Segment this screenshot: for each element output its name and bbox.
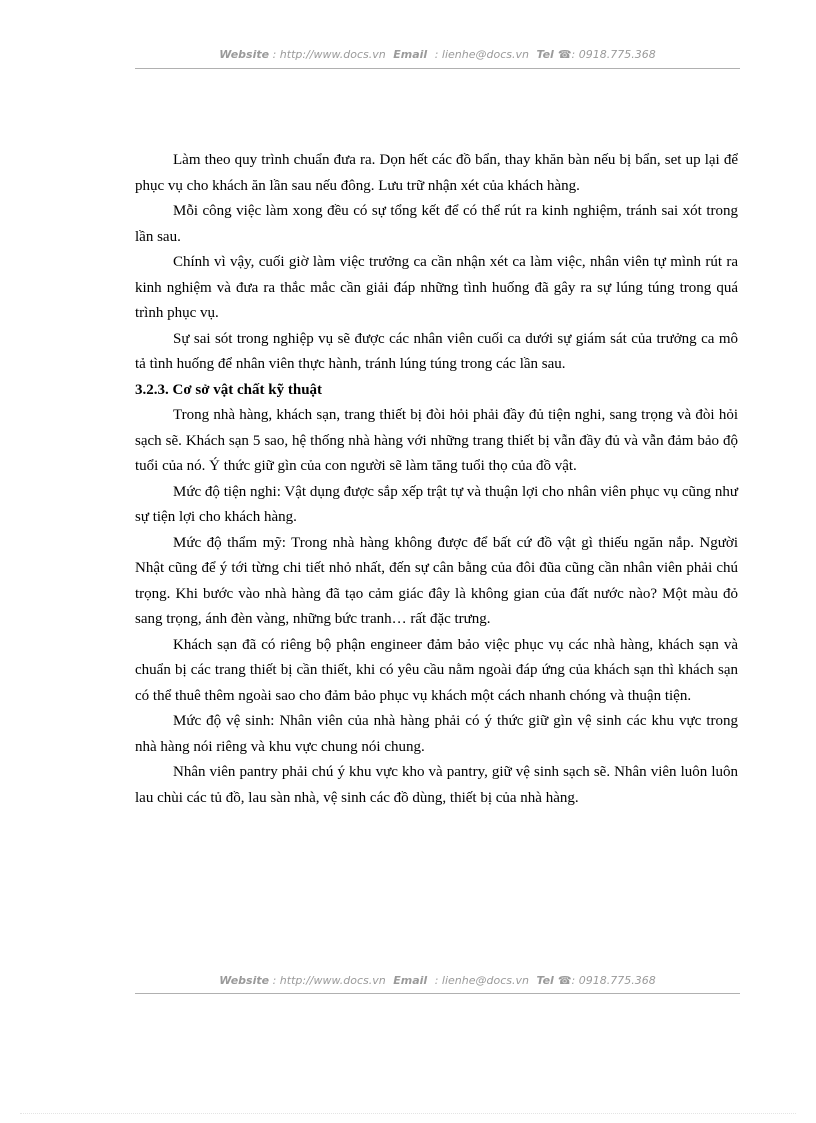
section-heading: 3.2.3. Cơ sở vật chất kỹ thuật bbox=[135, 381, 323, 398]
paragraph: Trong nhà hàng, khách sạn, trang thiết bị đòi hỏi phải đầy đủ tiện nghi, sang trọng và đòi hỏi sạch sẽ. Khách sạn 5 sao, hệ thống nhà hàng với những trang thiết bị vẫn đầy đủ và vẫn đảm bảo độ tuổi của nó. Ý thức giữ gìn của con người sẽ làm tăng tuổi thọ của đồ vật. bbox=[135, 407, 738, 474]
footer-divider bbox=[135, 993, 740, 994]
website-label: Website bbox=[219, 974, 270, 987]
phone-icon: ☎ bbox=[557, 974, 572, 987]
paragraph: Mức độ thẩm mỹ: Trong nhà hàng không được để bất cứ đồ vật gì thiếu ngăn nắp. Người Nhật cũng để ý tới từng chi tiết nhỏ nhất, đến sự cân bằng của đôi đũa cũng cần nhân viên phải chú trọng. Khi bước vào nhà hàng đã tạo cảm giác đây là không gian của đất nước nào? Một màu đỏ sang trọng, ánh đèn vàng, những bức tranh… rất đặc trưng. bbox=[135, 534, 738, 627]
paragraph: Sự sai sót trong nghiệp vụ sẽ được các nhân viên cuối ca dưới sự giám sát của trưởng ca mô tả tình huống để nhân viên thực hành, tránh lúng túng trong các lần sau. bbox=[135, 330, 738, 372]
paragraph: Chính vì vậy, cuối giờ làm việc trưởng ca cần nhận xét ca làm việc, nhân viên tự mình rút ra kinh nghiệm và đưa ra thắc mắc cần giải đáp những tình huống đã gây ra sự lúng túng trong quá trình phục vụ. bbox=[135, 254, 738, 321]
tel-label: Tel bbox=[536, 48, 554, 61]
page-footer bbox=[135, 974, 740, 987]
page-edge-divider bbox=[20, 1113, 796, 1114]
email-label: Email bbox=[393, 48, 428, 61]
document-body bbox=[135, 148, 738, 811]
email-value[interactable]: lienhe@docs.vn bbox=[441, 974, 529, 987]
header-divider bbox=[135, 68, 740, 69]
tel-value: 0918.775.368 bbox=[578, 974, 656, 987]
tel-separator: : bbox=[571, 974, 576, 987]
paragraph: Khách sạn đã có riêng bộ phận engineer đảm bảo việc phục vụ các nhà hàng, khách sạn và chuẩn bị các trang thiết bị cần thiết, khi có yêu cầu nằm ngoài đáp ứng của khách sạn thì khách sạn có thể thuê thêm ngoài sao cho đảm bảo phục vụ khách một cách nhanh chóng và thuận tiện. bbox=[135, 636, 738, 704]
paragraph: Mỗi công việc làm xong đều có sự tổng kết để có thể rút ra kinh nghiệm, tránh sai xót trong lần sau. bbox=[135, 203, 738, 245]
website-separator: : bbox=[272, 974, 277, 987]
email-separator: : bbox=[434, 974, 439, 987]
email-separator: : bbox=[434, 48, 439, 61]
phone-icon: ☎ bbox=[557, 48, 572, 61]
paragraph: Làm theo quy trình chuẩn đưa ra. Dọn hết các đồ bẩn, thay khăn bàn nếu bị bẩn, set up lại để phục vụ cho khách ăn lần sau nếu đông. Lưu trữ nhận xét của khách hàng. bbox=[135, 152, 738, 194]
paragraph: Mức độ tiện nghi: Vật dụng được sắp xếp trật tự và thuận lợi cho nhân viên phục vụ cũng như sự tiện lợi cho khách hàng. bbox=[135, 483, 738, 525]
email-value[interactable]: lienhe@docs.vn bbox=[441, 48, 529, 61]
website-url[interactable]: http://www.docs.vn bbox=[279, 48, 386, 61]
website-url[interactable]: http://www.docs.vn bbox=[279, 974, 386, 987]
website-separator: : bbox=[272, 48, 277, 61]
tel-label: Tel bbox=[536, 974, 554, 987]
website-label: Website bbox=[219, 48, 270, 61]
paragraph: Nhân viên pantry phải chú ý khu vực kho và pantry, giữ vệ sinh sạch sẽ. Nhân viên luôn luôn lau chùi các tủ đồ, lau sàn nhà, vệ sinh các đồ dùng, thiết bị của nhà hàng. bbox=[135, 764, 738, 806]
tel-separator: : bbox=[571, 48, 576, 61]
tel-value: 0918.775.368 bbox=[578, 48, 656, 61]
page-header bbox=[135, 48, 740, 61]
paragraph: Mức độ vệ sinh: Nhân viên của nhà hàng phải có ý thức giữ gìn vệ sinh các khu vực trong nhà hàng nói riêng và khu vực chung nói chung. bbox=[135, 713, 738, 755]
email-label: Email bbox=[393, 974, 428, 987]
